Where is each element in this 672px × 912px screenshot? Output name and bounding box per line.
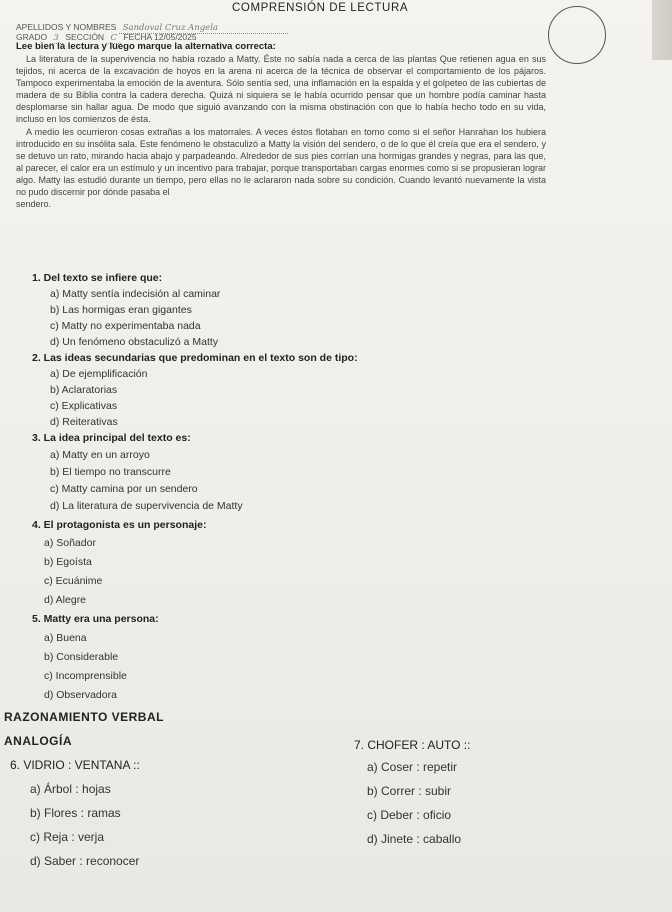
option-1d[interactable]: d) Un fenómeno obstaculizó a Matty [50,336,219,348]
question-4: 4. El protagonista es un personaje: [32,519,207,531]
option-5b[interactable]: b) Considerable [44,651,119,663]
section-title-analogia: ANALOGÍA [4,734,72,748]
option-5d[interactable]: d) Observadora [44,689,117,701]
option-7d[interactable]: d) Jinete : caballo [367,832,462,846]
question-2: 2. Las ideas secundarias que predominan en el texto son de tipo: [32,352,358,364]
option-6c[interactable]: c) Reja : verja [30,830,105,844]
option-6a[interactable]: a) Árbol : hojas [30,782,111,796]
passage-paragraph: La literatura de la supervivencia no había rozado a Matty. Éste no sabía nada a cerca de las plantas Que retienen agua en sus tejidos, ni acerca de la excavación de hoyos en la arena ni acerca de la técnica de observar el comportamiento de los pájaros. Tampoco experimentaba la emoción de la aventura. Sólo sentía sed, una inflamación en la espalda y el golpeteo de las cubiertas de madera de su Biblia contra la cadera derecha. Quizá ni siquiera se le había ocurrido pensar que un hombre podía caminar hasta desplomarse sin hallar agua. De modo que siguió avanzando con la misma obstinación con que lo había hecho todo en su vida, incluso en los comienzos de ésta. [16,54,546,125]
question-5: 5. Matty era una persona: [32,613,159,625]
section-field[interactable]: C [106,33,121,44]
question-6: 6. VIDRIO : VENTANA :: [10,758,140,772]
option-7b[interactable]: b) Correr : subir [367,784,452,798]
passage-paragraph: A medio les ocurrieron cosas extrañas a los matorrales. A veces éstos flotaban en torno como si el señor Hanrahan los hubiera introducido en su insólita sala. Este fenómeno le obstaculizó a Matty la visión del sendero, o de lo que él creía que era el sendero, y se detuvo un rato, mirando hacia abajo y parpadeando. Alrededor de sus pies corrían una hormigas grandes y negras, para las que, al parecer, el calor era un estímulo y un incentivo para trabajar, porque transportaban cargas enormes como si se propusieran lograr algo. Matty las estudió durante un tiempo, pero ellas no le aclararon nada sobre su condición. Cuando levantó nuevamente la vista no pudo discernir por dónde pasaba el [16,126,546,198]
section-label: SECCIÓN [65,32,105,42]
option-6b[interactable]: b) Flores : ramas [30,806,121,820]
grade-field[interactable]: 3 [50,33,63,44]
option-7a[interactable]: a) Coser : repetir [367,760,458,774]
names-label: APELLIDOS Y NOMBRES [16,22,117,32]
option-6d[interactable]: d) Saber : reconocer [30,854,140,868]
instruction: Lee bien la lectura y luego marque la alternativa correcta: [16,41,276,52]
option-5c[interactable]: c) Incomprensible [44,670,127,682]
question-3: 3. La idea principal del texto es: [32,432,191,444]
page-title: COMPRENSIÓN DE LECTURA [232,2,409,14]
option-1a[interactable]: a) Matty sentía indecisión al caminar [50,288,221,300]
option-1c[interactable]: c) Matty no experimentaba nada [50,320,201,332]
option-2b[interactable]: b) Aclaratorias [50,384,118,396]
option-2d[interactable]: d) Reiterativas [50,416,118,428]
names-field[interactable]: Sandoval Cruz Angela [119,23,288,34]
option-3b[interactable]: b) El tiempo no transcurre [50,466,171,478]
question-7: 7. CHOFER : AUTO :: [354,738,471,752]
page-corner-shadow [652,0,672,60]
score-circle [548,6,606,64]
option-4a[interactable]: a) Soñador [44,537,96,549]
option-4b[interactable]: b) Egoísta [44,556,92,568]
reading-passage [16,53,546,210]
option-2c[interactable]: c) Explicativas [50,400,118,412]
option-5a[interactable]: a) Buena [44,632,87,644]
date-label: FECHA 12/05/2025 [123,32,197,42]
passage-paragraph: sendero. [16,199,52,210]
question-1: 1. Del texto se infiere que: [32,272,163,284]
option-3c[interactable]: c) Matty camina por un sendero [50,483,198,495]
option-7c[interactable]: c) Deber : oficio [367,808,452,822]
option-2a[interactable]: a) De ejemplificación [50,368,148,380]
grade-label: GRADO [16,32,48,42]
option-4c[interactable]: c) Ecuánime [44,575,103,587]
section-title-verbal: RAZONAMIENTO VERBAL [4,710,164,724]
option-4d[interactable]: d) Alegre [44,594,87,606]
option-3a[interactable]: a) Matty en un arroyo [50,449,150,461]
option-1b[interactable]: b) Las hormigas eran gigantes [50,304,192,316]
option-3d[interactable]: d) La literatura de supervivencia de Matty [50,500,243,512]
